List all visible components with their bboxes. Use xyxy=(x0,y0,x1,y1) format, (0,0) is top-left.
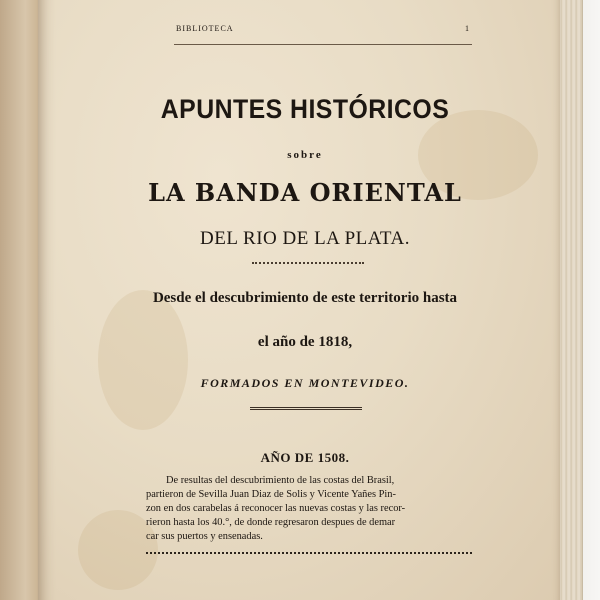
running-head xyxy=(176,24,470,33)
body-paragraph xyxy=(146,474,478,544)
running-head-label: BIBLIOTECA xyxy=(176,24,234,33)
book-title: APUNTES HISTÓRICOS xyxy=(160,94,450,124)
section-heading: AÑO DE 1508. xyxy=(260,450,350,465)
scope-line-2: el año de 1818, xyxy=(257,334,353,350)
ornamental-rule xyxy=(252,262,364,264)
subtitle: DEL RIO DE LA PLATA. xyxy=(200,228,410,249)
ornamental-rule xyxy=(250,407,362,410)
body-line: car sus puertos y ensenadas. xyxy=(146,531,263,542)
body-line: zon en dos carabelas á reconocer las nuevas costas y las recor- xyxy=(146,503,406,514)
title-connector: sobre xyxy=(287,149,323,161)
body-line: partieron de Sevilla Juan Diaz de Solis y Vicente Yañes Pin- xyxy=(146,489,396,500)
age-stain xyxy=(98,290,188,430)
header-rule xyxy=(174,44,472,45)
formados-line: FORMADOS EN MONTEVIDEO. xyxy=(200,376,410,390)
dotted-rule xyxy=(146,552,472,554)
body-line: De resultas del descubrimiento de las costas del Brasil, xyxy=(166,475,395,486)
main-title: LA BANDA ORIENTAL xyxy=(148,178,462,207)
scope-line-1: Desde el descubrimiento de este territorio hasta xyxy=(152,290,458,306)
body-line: rieron hasta los 40.°, de donde regresaron despues de demar xyxy=(146,517,396,528)
page-number: 1 xyxy=(465,24,470,33)
